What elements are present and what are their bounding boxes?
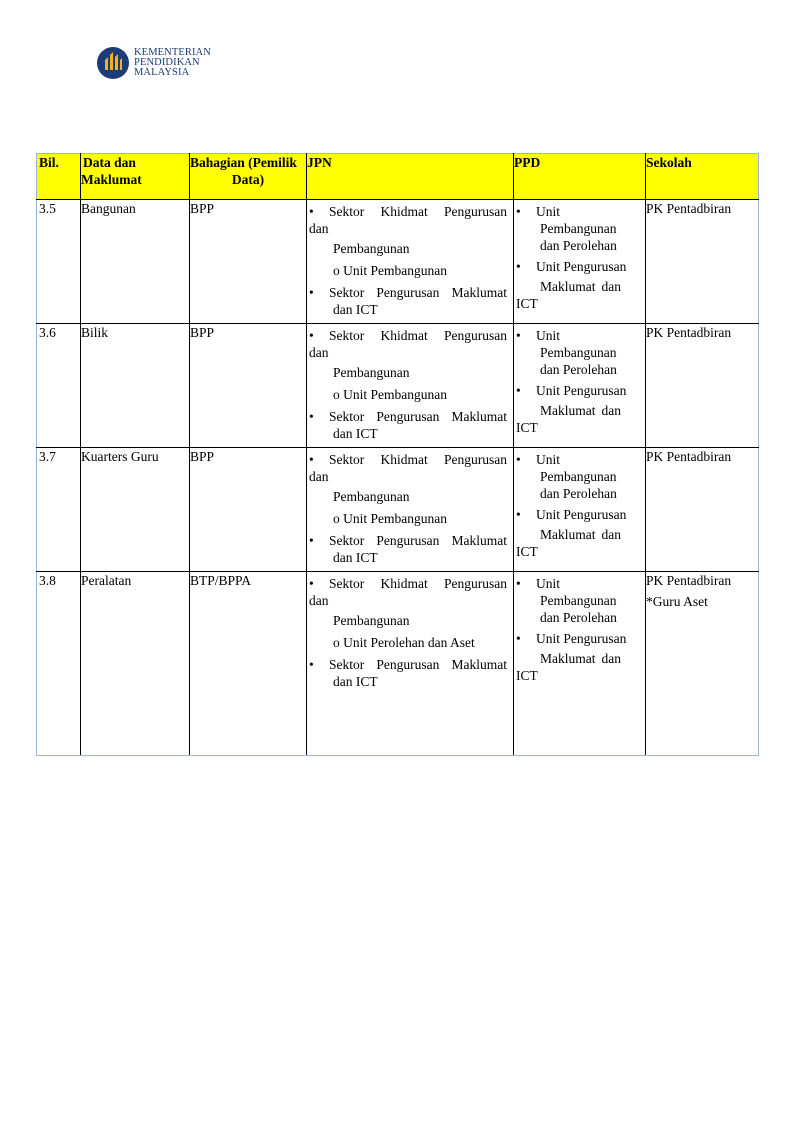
jpn-b2_cont-text: dan ICT: [333, 550, 378, 565]
cell-ppd: [514, 448, 646, 572]
bullet-icon: •: [309, 533, 314, 548]
cell-sekolah: [646, 324, 759, 448]
cell-bahagian: [190, 324, 307, 448]
ppd-b1_l2-text: Pembangunan: [540, 221, 617, 236]
header-ppd: PPD: [514, 154, 646, 200]
bullet-icon: •: [309, 657, 314, 672]
bullet-icon: •: [516, 259, 521, 274]
jpn-b1_cont-text: Pembangunan: [333, 489, 410, 504]
jpn-b1-text: Sektor Khidmat Pengurusan: [329, 204, 507, 219]
bahagian-text: BPP: [190, 449, 215, 464]
jpn-b2-text: Sektor Pengurusan Maklumat: [329, 409, 507, 424]
jpn-b1_cont-text: Pembangunan: [333, 613, 410, 628]
jpn-sub-text: o Unit Pembangunan: [333, 387, 447, 402]
cell-bil: [37, 448, 81, 572]
cell-bil: [37, 200, 81, 324]
ppd-b2-text: Unit Pengurusan: [536, 507, 627, 522]
bullet-icon: •: [516, 576, 521, 591]
ministry-logo: [96, 46, 226, 82]
ppd-b2_l2-text: Maklumat dan: [540, 651, 621, 666]
cell-data: [81, 200, 190, 324]
header-sekolah: Sekolah: [646, 154, 759, 200]
jpn-b1_wrap-text: dan: [309, 221, 329, 236]
cell-jpn: [307, 200, 514, 324]
ppd-b1-text: Unit: [536, 328, 561, 343]
ppd-b1-text: Unit: [536, 452, 561, 467]
ppd-b2-text: Unit Pengurusan: [536, 383, 627, 398]
bahagian-text: BTP/BPPA: [190, 573, 252, 588]
ppd-b1_l2-text: Pembangunan: [540, 593, 617, 608]
data-ownership-table: [36, 153, 759, 756]
sekolah-owner-text: PK Pentadbiran: [646, 573, 732, 588]
jpn-b1_cont-text: Pembangunan: [333, 241, 410, 256]
bullet-icon: •: [309, 452, 314, 467]
ppd-b1_l2-text: Pembangunan: [540, 469, 617, 484]
ppd-b2_l3-text: ICT: [516, 420, 538, 435]
ppd-b1_l3-text: dan Perolehan: [540, 486, 617, 501]
ministry-emblem-icon: [96, 46, 130, 80]
bahagian-text: BPP: [190, 201, 215, 216]
bullet-icon: •: [309, 328, 314, 343]
jpn-b2-text: Sektor Pengurusan Maklumat: [329, 657, 507, 672]
jpn-b1_wrap-text: dan: [309, 345, 329, 360]
ppd-b2_l2-text: Maklumat dan: [540, 403, 621, 418]
cell-sekolah: [646, 200, 759, 324]
ppd-b1_l3-text: dan Perolehan: [540, 362, 617, 377]
ppd-b2_l3-text: ICT: [516, 544, 538, 559]
header-data-maklumat: Data dan Maklumat: [81, 154, 190, 200]
jpn-b1-text: Sektor Khidmat Pengurusan: [329, 328, 507, 343]
ppd-b2_l2-text: Maklumat dan: [540, 527, 621, 542]
data-text: Bilik: [81, 325, 109, 340]
data-text: Kuarters Guru: [81, 449, 159, 464]
cell-jpn: [307, 572, 514, 756]
jpn-b1_cont-text: Pembangunan: [333, 365, 410, 380]
bil-text: 3.7: [39, 449, 56, 464]
table-row-3-6: [37, 324, 759, 448]
cell-bil: [37, 572, 81, 756]
jpn-sub-text: o Unit Pembangunan: [333, 511, 447, 526]
jpn-sub-text: o Unit Pembangunan: [333, 263, 447, 278]
cell-bil: [37, 324, 81, 448]
data-text: Peralatan: [81, 573, 132, 588]
jpn-b2_cont-text: dan ICT: [333, 302, 378, 317]
cell-data: [81, 448, 190, 572]
bullet-icon: •: [516, 452, 521, 467]
cell-bahagian: [190, 200, 307, 324]
cell-bahagian: [190, 448, 307, 572]
cell-sekolah: [646, 448, 759, 572]
ppd-b1_l3-text: dan Perolehan: [540, 610, 617, 625]
cell-jpn: [307, 324, 514, 448]
ppd-b2-text: Unit Pengurusan: [536, 631, 627, 646]
bullet-icon: •: [516, 204, 521, 219]
ppd-b1-text: Unit: [536, 576, 561, 591]
ppd-b1_l2-text: Pembangunan: [540, 345, 617, 360]
bil-text: 3.5: [39, 201, 56, 216]
ministry-name-line3: MALAYSIA: [134, 67, 190, 78]
table-row-3-8: [37, 572, 759, 756]
table-header-row: [37, 154, 759, 200]
bil-text: 3.6: [39, 325, 56, 340]
jpn-b1-text: Sektor Khidmat Pengurusan: [329, 576, 507, 591]
cell-ppd: [514, 572, 646, 756]
ppd-b2_l3-text: ICT: [516, 296, 538, 311]
jpn-b2-text: Sektor Pengurusan Maklumat: [329, 533, 507, 548]
cell-jpn: [307, 448, 514, 572]
sekolah-owner-text: *Guru Aset: [646, 594, 708, 609]
jpn-b2_cont-text: dan ICT: [333, 674, 378, 689]
jpn-b1_wrap-text: dan: [309, 593, 329, 608]
ministry-name-line1: KEMENTERIAN: [134, 47, 211, 58]
jpn-b1-text: Sektor Khidmat Pengurusan: [329, 452, 507, 467]
cell-ppd: [514, 200, 646, 324]
sekolah-owner-text: PK Pentadbiran: [646, 201, 732, 216]
cell-ppd: [514, 324, 646, 448]
jpn-b2-text: Sektor Pengurusan Maklumat: [329, 285, 507, 300]
bullet-icon: •: [309, 409, 314, 424]
jpn-b2_cont-text: dan ICT: [333, 426, 378, 441]
cell-data: [81, 572, 190, 756]
bullet-icon: •: [309, 204, 314, 219]
header-jpn: JPN: [307, 154, 514, 200]
bil-text: 3.8: [39, 573, 56, 588]
ppd-b2_l2-text: Maklumat dan: [540, 279, 621, 294]
ministry-name: [134, 48, 211, 78]
table-row-3-5: [37, 200, 759, 324]
bullet-icon: •: [516, 631, 521, 646]
ppd-b1_l3-text: dan Perolehan: [540, 238, 617, 253]
cell-bahagian: [190, 572, 307, 756]
cell-data: [81, 324, 190, 448]
sekolah-owner-text: PK Pentadbiran: [646, 325, 732, 340]
data-text: Bangunan: [81, 201, 136, 216]
header-bahagian: Bahagian (Pemilik Data): [190, 154, 307, 200]
bahagian-text: BPP: [190, 325, 215, 340]
jpn-b1_wrap-text: dan: [309, 469, 329, 484]
cell-sekolah: [646, 572, 759, 756]
bullet-icon: •: [516, 383, 521, 398]
jpn-sub-text: o Unit Perolehan dan Aset: [333, 635, 475, 650]
bullet-icon: •: [309, 285, 314, 300]
table-row-3-7: [37, 448, 759, 572]
bullet-icon: •: [516, 507, 521, 522]
ppd-b1-text: Unit: [536, 204, 561, 219]
ministry-name-line2: PENDIDIKAN: [134, 57, 200, 68]
ppd-b2-text: Unit Pengurusan: [536, 259, 627, 274]
bullet-icon: •: [516, 328, 521, 343]
header-bil: Bil.: [37, 154, 81, 200]
ppd-b2_l3-text: ICT: [516, 668, 538, 683]
bullet-icon: •: [309, 576, 314, 591]
sekolah-owner-text: PK Pentadbiran: [646, 449, 732, 464]
